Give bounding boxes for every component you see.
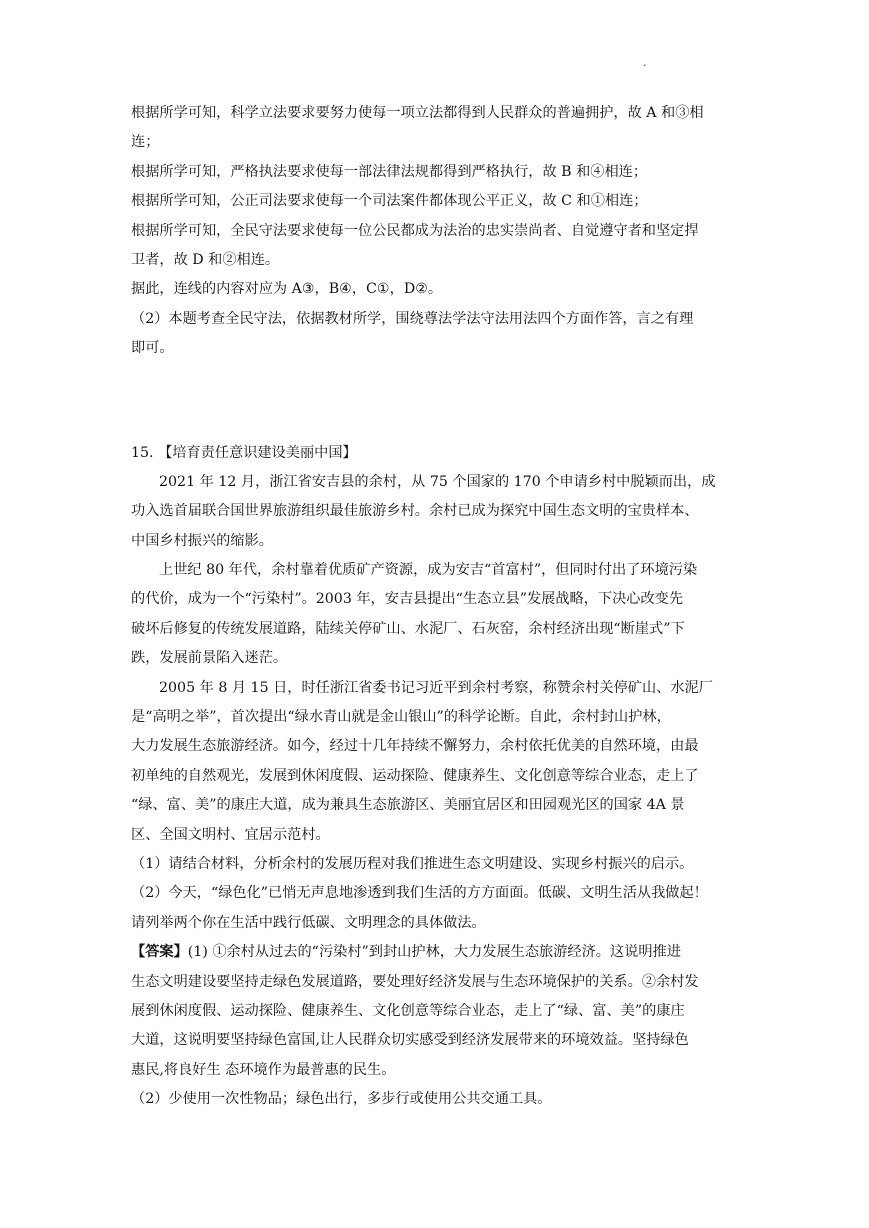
text-line: 是“高明之举”，首次提出“绿水青山就是金山银山”的科学论断。自此，余村封山护林， <box>131 709 671 726</box>
text-line: 区、全国文明村、宜居示范村。 <box>131 826 330 843</box>
material-paragraph <box>131 674 743 850</box>
text-line: 跌，发展前景陷入迷茫。 <box>131 650 288 667</box>
text-line: 根据所学可知，科学立法要求要努力使每一项立法都得到人民群众的普遍拥护，故 A 和③相 <box>131 105 704 121</box>
text-line: （2）本题考查全民守法，依据教材所学，围绕尊法学法守法用法四个方面作答，言之有理 <box>131 310 694 327</box>
text-line: 即可。 <box>131 340 174 357</box>
text-line: 2021 年 12 月，浙江省安吉县的余村，从 75 个国家的 170 个申请乡村中脱颖而出，成 <box>159 473 716 490</box>
text-line: 根据所学可知，严格执法要求使每一部法律法规都得到严格执行，故 B 和④相连； <box>131 163 648 180</box>
answer-block <box>131 938 743 1114</box>
text-line: 卫者，故 D 和②相连。 <box>131 251 280 268</box>
text-line: 根据所学可知，公正司法要求使每一个司法案件都体现公平正义，故 C 和①相连； <box>131 193 648 210</box>
text-line: 据此，连线的内容对应为 A③，B④，C①，D②。 <box>131 281 443 298</box>
previous-answer-section <box>131 99 743 364</box>
text-line: 大道，这说明要坚持绿色富国,让人民群众切实感受到经济发展带来的环境效益。坚持绿色 <box>131 1032 689 1049</box>
subquestion-2-continued: 请列举两个你在生活中践行低碳、文明理念的具体做法。 <box>131 914 486 931</box>
text-line: （2）少使用一次性物品；绿色出行，多步行或使用公共交通工具。 <box>131 1091 552 1108</box>
text-line: 根据所学可知，全民守法要求使每一位公民都成为法治的忠实崇尚者、自觉遵守者和坚定捍 <box>131 222 699 239</box>
material-paragraph <box>131 556 743 674</box>
text-line: 中国乡村振兴的缩影。 <box>131 532 273 549</box>
text-line: 初单纯的自然观光，发展到休闲度假、运动探险、健康养生、文化创意等综合业态，走上了 <box>131 767 699 784</box>
text-line: 惠民,将良好生 态环境作为最普惠的民生。 <box>131 1061 396 1078</box>
text-line: 连； <box>131 134 160 151</box>
question-15 <box>131 439 743 1115</box>
answer-label: 【答案】 <box>131 944 188 961</box>
text-line: 2005 年 8 月 15 日，时任浙江省委书记习近平到余村考察，称赞余村关停矿山、水泥厂 <box>159 679 713 696</box>
text-line: 上世纪 80 年代，余村靠着优质矿产资源，成为安吉“首富村”，但同时付出了环境污染 <box>159 562 698 579</box>
document-page <box>131 99 743 1115</box>
answer-first-line <box>131 938 743 967</box>
text-line: 大力发展生态旅游经济。如今，经过十几年持续不懈努力，余村依托优美的自然环境，由最 <box>131 738 699 755</box>
question-title: 15. 【培育责任意识建设美丽中国】 <box>131 444 357 461</box>
text-line: 破坏后修复的传统发展道路，陆续关停矿山、水泥厂、石灰窑，余村经济出现“断崖式”下 <box>131 620 685 637</box>
subquestion-2: （2）今天，“绿色化”已悄无声息地渗透到我们生活的方方面面。低碳、文明生活从我做起！ <box>131 885 708 902</box>
subquestions <box>131 850 743 938</box>
material-paragraph <box>131 468 743 556</box>
section-gap <box>131 364 743 439</box>
text-line: 展到休闲度假、运动探险、健康养生、文化创意等综合业态，走上了“绿、富、美”的康庄 <box>131 1002 685 1019</box>
text-line: 功入选首届联合国世界旅游组织最佳旅游乡村。余村已成为探究中国生态文明的宝贵样本、 <box>131 503 699 520</box>
text-line: 的代价，成为一个“污染村”。2003 年，安吉县提出“生态立县”发展战略，下决心改变先 <box>131 591 684 608</box>
subquestion-1: （1）请结合材料，分析余村的发展历程对我们推进生态文明建设、实现乡村振兴的启示。 <box>131 855 694 872</box>
header-mark: . <box>643 56 647 69</box>
text-line: (1) ①余村从过去的“污染村”到封山护林，大力发展生态旅游经济。这说明推进 <box>187 944 681 961</box>
text-line: 生态文明建设要坚持走绿色发展道路，要处理好经济发展与生态环境保护的关系。②余村发 <box>131 973 699 990</box>
text-line: “绿、富、美”的康庄大道，成为兼具生态旅游区、美丽宜居区和田园观光区的国家 4A 景 <box>131 797 685 814</box>
